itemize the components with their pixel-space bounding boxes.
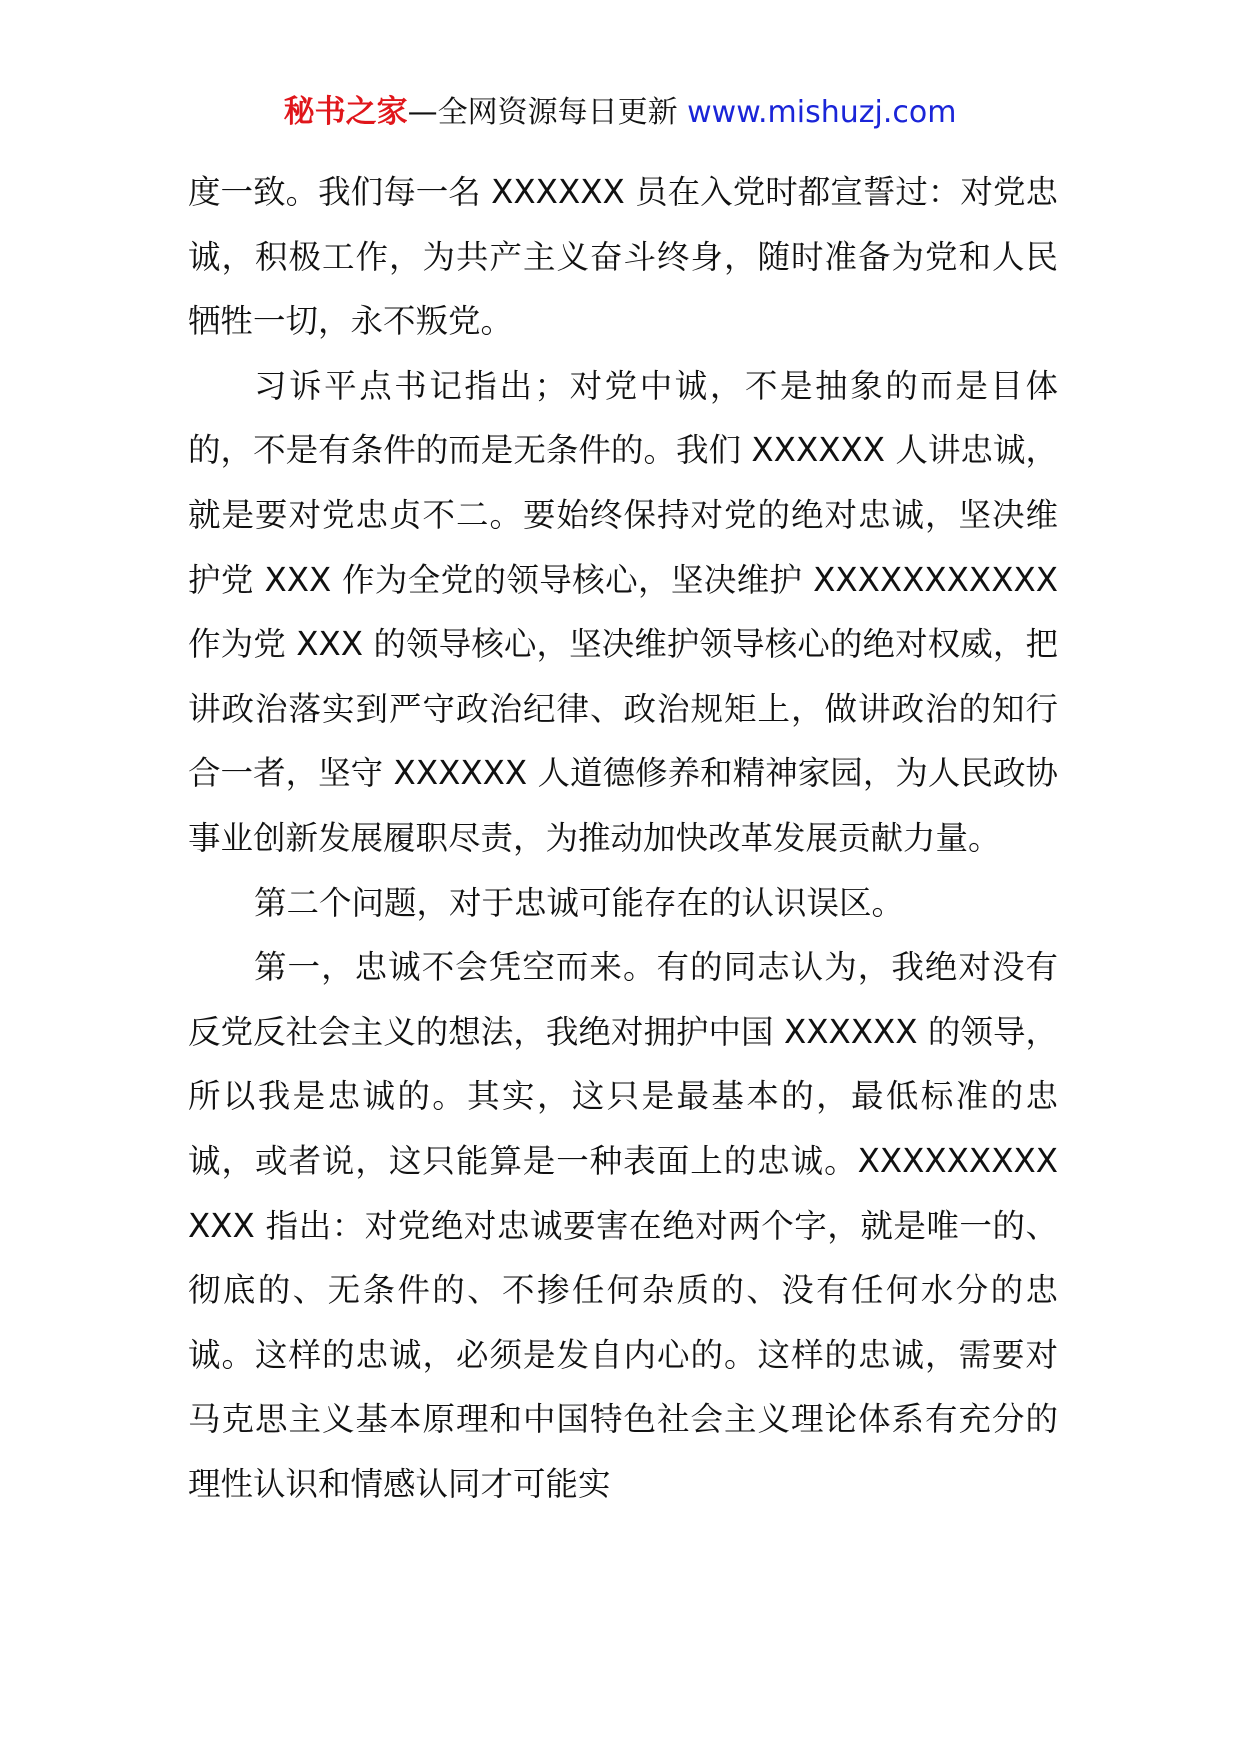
site-url-link[interactable]: www.mishuzj.com (687, 95, 957, 130)
page-header (0, 92, 1240, 133)
paragraph-2: 习诉平点书记指出；对党中诚，不是抽象的而是目体的，不是有条件的而是无条件的。我们 XXXXXX 人讲忠诚，就是要对党忠贞不二。要始终保持对党的绝对忠诚，坚决维护党 XXX 作为全党的领导核心，坚决维护 XXXXXXXXXXX 作为党 XXX 的领导核心，坚决维护领导核心的绝对权威，把讲政治落实到严守政治纪律、政治规矩上，做讲政治的知行合一者，坚守 XXXXXX 人道德修养和精神家园，为人民政协事业创新发展履职尽责，为推动加快改革发展贡献力量。 (188, 366, 1058, 857)
document-body (188, 160, 1058, 1516)
header-slogan: —全网资源每日更新 (407, 95, 688, 130)
paragraph-1: 度一致。我们每一名 XXXXXX 员在入党时都宣誓过：对党忠诚，积极工作，为共产主义奋斗终身，随时准备为党和人民牺牲一切，永不叛党。 (188, 173, 1058, 341)
paragraph-4: 第一，忠诚不会凭空而来。有的同志认为，我绝对没有反党反社会主义的想法，我绝对拥护中国 XXXXXX 的领导，所以我是忠诚的。其实，这只是最基本的，最低标准的忠诚，或者说，这只能算是一种表面上的忠诚。XXXXXXXXXXXX 指出：对党绝对忠诚要害在绝对两个字，就是唯一的、彻底的、无条件的、不掺任何杂质的、没有任何水分的忠诚。这样的忠诚，必须是发自内心的。这样的忠诚，需要对马克思主义基本原理和中国特色社会主义理论体系有充分的理性认识和情感认同才可能实 (188, 948, 1058, 1503)
paragraph-3: 第二个问题，对于忠诚可能存在的认识误区。 (254, 883, 905, 922)
brand-name: 秘书之家 (283, 94, 408, 130)
